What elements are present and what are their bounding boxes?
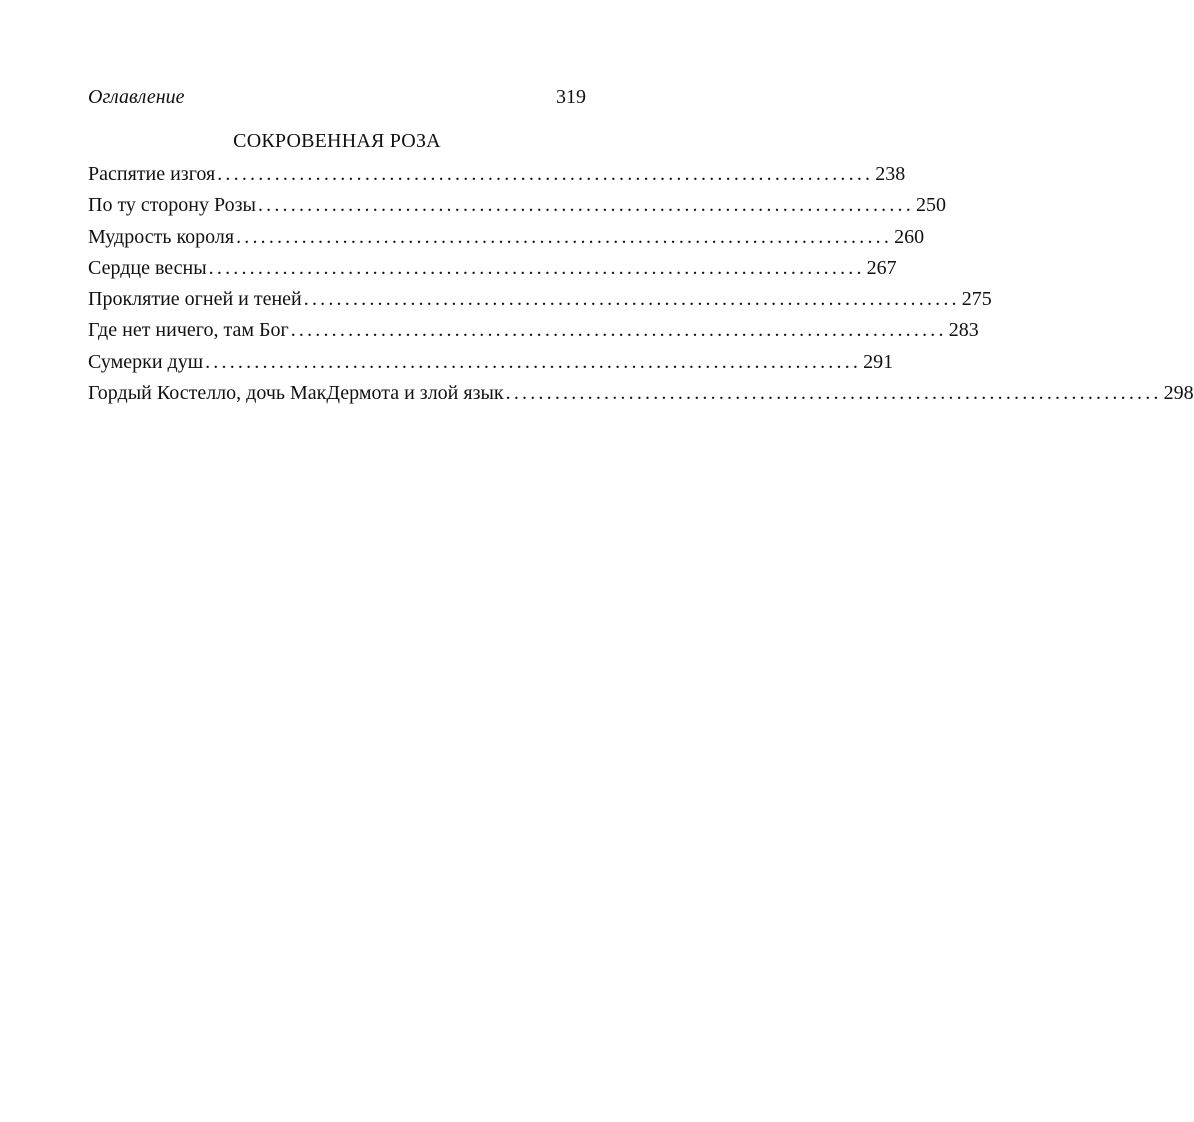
toc-entry-title: По ту сторону Розы <box>88 194 256 217</box>
toc-entry-page: 267 <box>866 256 897 279</box>
dot-leader: ................................................................................ <box>205 350 862 373</box>
toc-entry-title: Где нет ничего, там Бог <box>88 319 289 342</box>
dot-leader: ................................................................................ <box>208 256 865 279</box>
dot-leader: ................................................................................ <box>290 319 947 342</box>
table-of-contents <box>88 161 1194 411</box>
toc-entry-page: 238 <box>875 163 906 185</box>
toc-entry-page: 291 <box>863 350 894 373</box>
toc-entry <box>88 161 906 192</box>
running-head-page-number: 319 <box>556 86 586 108</box>
toc-entry-page: 250 <box>915 194 946 217</box>
toc-entry-page: 283 <box>948 319 979 342</box>
toc-entry <box>88 224 925 255</box>
toc-entry-page: 298 <box>1163 382 1194 405</box>
section-title: СОКРОВЕННАЯ РОЗА <box>233 130 441 152</box>
running-head-title: Оглавление <box>88 86 185 108</box>
toc-entry-page: 275 <box>961 288 992 311</box>
dot-leader: ................................................................................ <box>303 288 960 311</box>
toc-entry-page: 260 <box>894 225 925 248</box>
toc-entry <box>88 192 946 223</box>
toc-entry-title: Гордый Костелло, дочь МакДермота и злой язык <box>88 382 504 405</box>
toc-entry <box>88 286 992 317</box>
toc-entry <box>88 317 979 348</box>
toc-entry-title: Распятие изгоя <box>88 163 216 185</box>
toc-entry-title: Мудрость короля <box>88 225 235 248</box>
toc-entry <box>88 255 897 286</box>
dot-leader: ................................................................................ <box>257 194 914 217</box>
dot-leader: ................................................................................ <box>217 163 874 185</box>
toc-entry-title: Сердце весны <box>88 256 207 279</box>
toc-entry <box>88 349 894 380</box>
dot-leader: ................................................................................ <box>505 382 1162 405</box>
toc-entry <box>88 380 1194 411</box>
dot-leader: ................................................................................ <box>236 225 893 248</box>
running-head <box>88 84 586 110</box>
toc-entry-title: Проклятие огней и теней <box>88 288 302 311</box>
toc-entry-title: Сумерки душ <box>88 350 204 373</box>
